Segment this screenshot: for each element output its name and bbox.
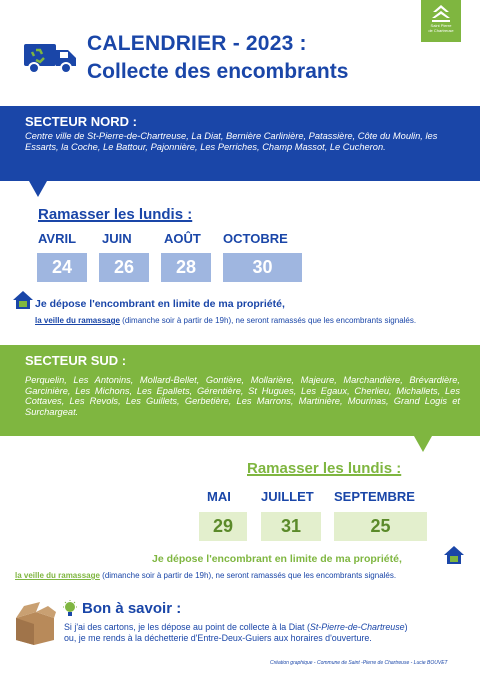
lightbulb-icon [62, 600, 78, 618]
credit-text: Création graphique - Commune de Saint -Pierre de Chartreuse - Lucie BOUVET [270, 660, 448, 666]
recycling-truck-icon [22, 38, 78, 76]
sud-day: 31 [261, 512, 321, 541]
nord-month: OCTOBRE [223, 231, 288, 246]
nord-veille-underlined: la veille du ramassage [35, 316, 120, 325]
sud-callout-tail [414, 436, 432, 452]
nord-month: AOÛT [164, 231, 201, 246]
bon-a-savoir-heading: Bon à savoir : [82, 600, 182, 617]
bon-line1-c: ) [404, 622, 408, 632]
sud-month: JUILLET [261, 489, 314, 504]
secteur-sud-places: Perquelin, Les Antonins, Mollard-Bellet, Gontière, Mollarière, Majeure, Marchandière, Brévardière, Garcinière, Les Michons, Les Epallets, Gérentière, St Hugues, Les Egaux, Cherlieu, Michallets, Les Cottaves, Les Revols, Les Guillets, Gerbetière, Les Marrons, Martinière, Mourinas, Grand Logis et Surchargeat. [25, 375, 460, 417]
nord-day: 24 [37, 253, 87, 282]
secteur-nord-band [0, 106, 480, 181]
nord-day: 28 [161, 253, 211, 282]
nord-callout-tail [29, 181, 47, 197]
nord-month: AVRIL [38, 231, 77, 246]
sud-day: 25 [334, 512, 427, 541]
nord-ramasser-heading: Ramasser les lundis : [38, 206, 193, 223]
logo-line2: de Chartreuse [428, 27, 454, 33]
house-icon [443, 545, 465, 565]
sud-depose-text: Je dépose l'encombrant en limite de ma propriété, [152, 553, 402, 565]
sud-veille-text [15, 571, 396, 580]
page-title: CALENDRIER - 2023 : [87, 32, 307, 55]
cardboard-box-icon [12, 602, 58, 646]
nord-month: JUIN [102, 231, 132, 246]
bon-line1-a: Si j'ai des cartons, je les dépose au point de collecte à la Diat ( [64, 622, 310, 632]
sud-veille-rest: (dimanche soir à partir de 19h), ne seront ramassés que les encombrants signalés. [99, 571, 397, 580]
bon-line1-place: St-Pierre-de-Chartreuse [309, 622, 405, 632]
secteur-sud-heading: SECTEUR SUD : [25, 353, 127, 368]
bon-line2: ou, je me rends à la déchetterie d'Entre-Deux-Guiers aux horaires d'ouverture. [64, 632, 372, 643]
sud-month: SEPTEMBRE [334, 489, 415, 504]
secteur-nord-places: Centre ville de St-Pierre-de-Chartreuse, La Diat, Bernière Carlinière, Patassière, Côte du Moulin, les Essarts, la Coche, Le Battour, Pajonnière, Les Perriches, Champ Massot, Le Cucheron. [25, 131, 438, 152]
bon-a-savoir-text [64, 622, 464, 643]
secteur-nord-heading: SECTEUR NORD : [25, 114, 137, 129]
nord-day: 26 [99, 253, 149, 282]
sud-day: 29 [199, 512, 247, 541]
sud-ramasser-heading: Ramasser les lundis : [247, 460, 402, 477]
house-icon [12, 290, 34, 310]
commune-logo [421, 0, 461, 42]
page-subtitle: Collecte des encombrants [87, 60, 349, 83]
nord-veille-rest: (dimanche soir à partir de 19h), ne seront ramassés que les encombrants signalés. [119, 316, 417, 325]
logo-line1: Saint Pierre [430, 23, 452, 28]
mountain-logo-icon [429, 4, 453, 24]
nord-veille-text [35, 316, 416, 325]
secteur-sud-band [0, 345, 480, 436]
nord-depose-text: Je dépose l'encombrant en limite de ma propriété, [35, 298, 285, 310]
sud-veille-underlined: la veille du ramassage [15, 571, 100, 580]
sud-month: MAI [207, 489, 231, 504]
nord-day: 30 [223, 253, 302, 282]
